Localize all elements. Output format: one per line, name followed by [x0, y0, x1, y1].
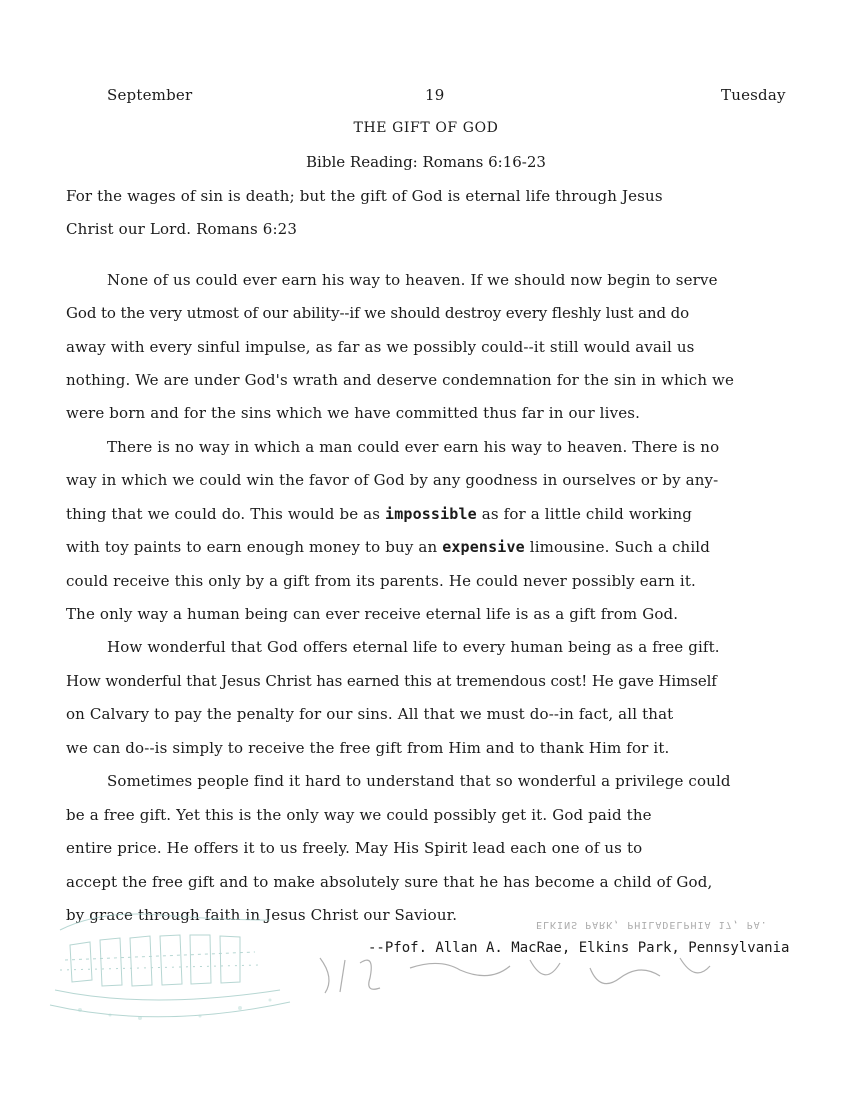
body-text: limousine. Such a child [524, 538, 711, 556]
body-line: None of us could ever earn his way to heaven. If we should now begin to serve [107, 271, 718, 289]
body-line: way in which we could win the favor of God by any goodness in ourselves or by any- [66, 471, 719, 489]
emphasized-word: expensive [442, 538, 525, 556]
body-line: Sometimes people find it hard to understand that so wonderful a privilege could [107, 772, 731, 790]
verse-line: Christ our Lord. Romans 6:23 [66, 220, 298, 238]
header-weekday: Tuesday [721, 86, 786, 104]
body-line: The only way a human being can ever receive eternal life is as a gift from God. [66, 605, 679, 623]
body-line: God to the very utmost of our ability--if we should destroy every fleshly lust and do [66, 304, 690, 322]
body-line: accept the free gift and to make absolutely sure that he has become a child of God, [66, 873, 713, 891]
body-line: we can do--is simply to receive the free gift from Him and to thank Him for it. [66, 739, 670, 757]
emphasized-word: impossible [385, 505, 477, 523]
header-day: 19 [425, 86, 445, 104]
header-month: September [107, 86, 193, 104]
body-line: entire price. He offers it to us freely. May His Spirit lead each one of us to [66, 839, 643, 857]
body-line [66, 505, 692, 523]
body-line: be a free gift. Yet this is the only way we could possibly get it. God paid the [66, 806, 652, 824]
body-text: with toy paints to earn enough money to buy an [66, 538, 443, 556]
body-line: There is no way in which a man could ever earn his way to heaven. There is no [107, 438, 720, 456]
body-line: by grace through faith in Jesus Christ our Saviour. [66, 906, 458, 924]
devotional-title: THE GIFT OF GOD [353, 120, 499, 136]
body-line: could receive this only by a gift from its parents. He could never possibly earn it. [66, 572, 696, 590]
body-line [66, 538, 710, 556]
body-line: How wonderful that God offers eternal life to every human being as a free gift. [107, 638, 720, 656]
author-attribution: --Pfof. Allan A. MacRae, Elkins Park, Pennsylvania [368, 940, 790, 956]
embossed-seal-image [40, 890, 300, 1030]
body-text: as for a little child working [476, 505, 693, 523]
body-line: away with every sinful impulse, as far as we possibly could--it still would avail us [66, 338, 695, 356]
body-line: nothing. We are under God's wrath and deserve condemnation for the sin in which we [66, 371, 735, 389]
verse-line: For the wages of sin is death; but the gift of God is eternal life through Jesus [66, 187, 663, 205]
body-line: were born and for the sins which we have committed thus far in our lives. [66, 404, 640, 422]
mirrored-stamp-text: ELKINS PARK, PHILADELPHIA 17, PA. [536, 919, 768, 930]
body-line: How wonderful that Jesus Christ has earned this at tremendous cost! He gave Himself [66, 672, 717, 690]
handwritten-signature-image [300, 948, 740, 998]
bible-reading: Bible Reading: Romans 6:16-23 [306, 153, 546, 171]
body-text: thing that we could do. This would be as [66, 505, 386, 523]
body-line: on Calvary to pay the penalty for our sins. All that we must do--in fact, all that [66, 705, 674, 723]
